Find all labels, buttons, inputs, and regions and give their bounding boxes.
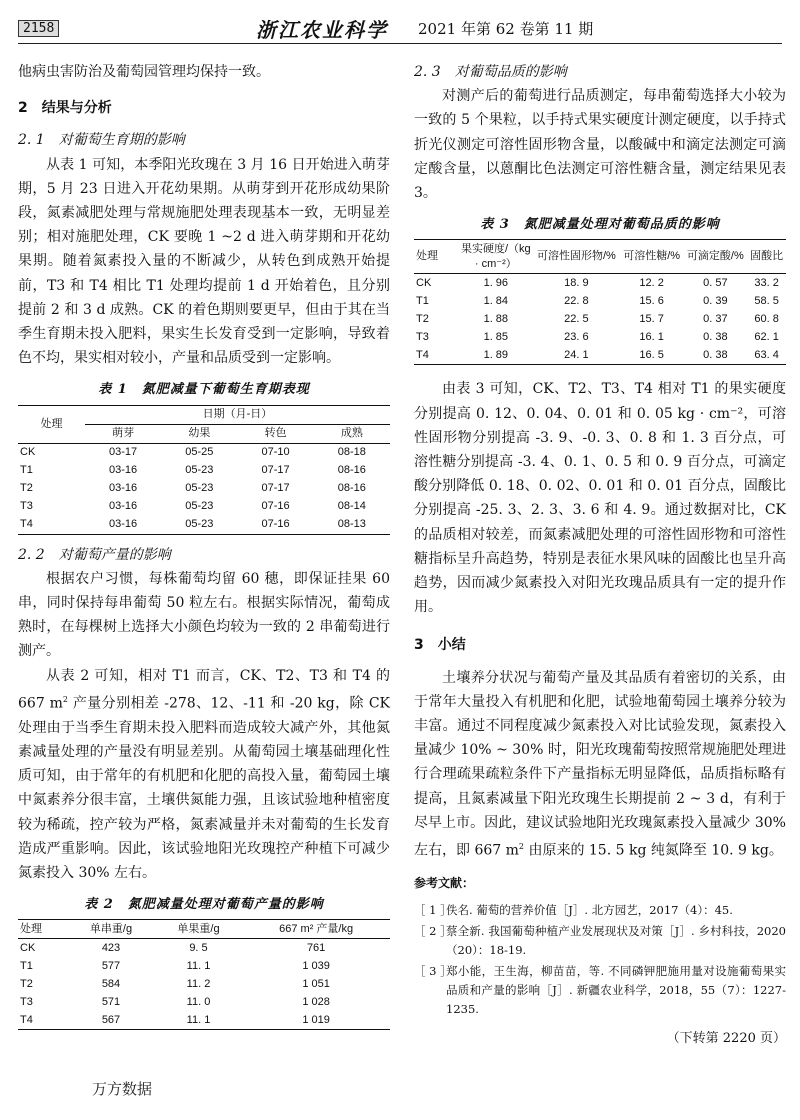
table-cell: 24. 1 bbox=[564, 348, 589, 361]
table-cell: T2 bbox=[20, 977, 33, 990]
table-cell: T2 bbox=[20, 482, 33, 495]
table-cell: 60. 8 bbox=[754, 312, 779, 325]
table-cell: 0. 38 bbox=[703, 348, 728, 361]
table-cell: 03-16 bbox=[109, 482, 138, 495]
section-3-title: 3 小结 bbox=[414, 637, 466, 654]
table-cell: 11. 1 bbox=[186, 959, 211, 972]
reference-item bbox=[414, 922, 786, 960]
table1-subhead: 萌芽 bbox=[85, 424, 161, 443]
table-cell: 761 bbox=[306, 941, 326, 954]
table-cell: 07-17 bbox=[261, 464, 290, 477]
section-2-1-title: 2. 1 对葡萄生育期的影响 bbox=[18, 132, 185, 149]
table-cell: 0. 39 bbox=[703, 294, 728, 307]
table-row bbox=[18, 1011, 390, 1030]
table3-head: 可溶性固形物/% bbox=[533, 240, 620, 274]
table-cell: T1 bbox=[20, 959, 33, 972]
table-cell: 1 028 bbox=[302, 995, 330, 1008]
table-cell: 08-14 bbox=[337, 500, 366, 513]
table-cell: 584 bbox=[101, 977, 121, 990]
superscript: 2 bbox=[62, 694, 68, 704]
section-2-2-title: 2. 2 对葡萄产量的影响 bbox=[18, 546, 171, 563]
table-cell: T4 bbox=[20, 518, 33, 531]
section-2-2-paragraph-1: 根据农户习惯，每株葡萄均留 60 穗，即保证挂果 60 串，同时保持每串葡萄 50 粒左右。根据实际情况，葡萄成熟时，在每棵树上选择大小颜色均较为一致的 2 串葡萄进行测产。 bbox=[18, 570, 390, 660]
table-cell: 05-23 bbox=[185, 482, 214, 495]
table-cell: 11. 2 bbox=[186, 977, 211, 990]
table-cell: 03-16 bbox=[109, 464, 138, 477]
table-cell: 33. 2 bbox=[754, 276, 779, 289]
table-cell: 05-23 bbox=[185, 464, 214, 477]
table1-subhead: 幼果 bbox=[161, 424, 237, 443]
table-cell: T2 bbox=[416, 312, 429, 325]
table-row bbox=[18, 516, 390, 535]
table-cell: 577 bbox=[101, 959, 121, 972]
table-cell: T3 bbox=[20, 995, 33, 1008]
section-2-3-title: 2. 3 对葡萄品质的影响 bbox=[414, 64, 567, 80]
table-cell: 03-17 bbox=[109, 446, 138, 459]
reference-item bbox=[414, 901, 786, 920]
intro-line: 他病虫害防治及葡萄园管理均保持一致。 bbox=[18, 64, 270, 80]
table2 bbox=[18, 919, 390, 1030]
table2-head: 单串重/g bbox=[67, 920, 155, 939]
section-2-title: 2 结果与分析 bbox=[18, 100, 112, 117]
table-cell: 0. 57 bbox=[703, 276, 728, 289]
table-row bbox=[414, 274, 786, 293]
table-cell: 05-23 bbox=[185, 500, 214, 513]
table-row bbox=[18, 462, 390, 480]
table-row bbox=[18, 993, 390, 1011]
table-cell: CK bbox=[20, 941, 36, 954]
table-cell: 11. 1 bbox=[186, 1013, 211, 1026]
table-cell: 12. 2 bbox=[639, 276, 664, 289]
table-cell: 16. 1 bbox=[639, 330, 664, 343]
table-cell: 08-18 bbox=[337, 446, 366, 459]
issue-info: 2021 年第 62 卷第 11 期 bbox=[418, 20, 594, 38]
table1-subhead: 转色 bbox=[237, 424, 313, 443]
table1-head-treat: 处理 bbox=[18, 405, 85, 443]
reference-text: 郑小能，王生海，柳苗苗，等. 不同磷钾肥施用量对设施葡萄果实品质和产量的影响［J］. 新疆农业科学，2018，55（7）：1227-1235. bbox=[446, 964, 786, 1017]
table-cell: 62. 1 bbox=[754, 330, 779, 343]
reference-text: 佚名. 葡萄的营养价值［J］. 北方园艺，2017（4）：45. bbox=[446, 903, 733, 918]
table-cell: 1 039 bbox=[302, 959, 330, 972]
table-cell: 1. 89 bbox=[483, 348, 509, 361]
table-cell: 15. 7 bbox=[639, 312, 664, 325]
table-cell: T1 bbox=[416, 294, 429, 307]
reference-item bbox=[414, 962, 786, 1019]
table-cell: 07-10 bbox=[261, 446, 290, 459]
reference-number: ［ 2 ］ bbox=[414, 924, 452, 939]
table-cell: 22. 5 bbox=[564, 312, 589, 325]
table-row bbox=[18, 498, 390, 516]
left-column bbox=[18, 60, 390, 1030]
table-cell: 1. 96 bbox=[483, 276, 509, 289]
table-cell: 0. 38 bbox=[703, 330, 728, 343]
table-cell: 58. 5 bbox=[754, 294, 779, 307]
references-title: 参考文献： bbox=[414, 875, 475, 890]
para-text: 产量分别相差 -278、12、-11 和 -20 kg，除 CK 处理由于当季生育期未投入肥料而造成较大减产外，其他氮素减量处理的产量没有明显差别。从葡萄园土壤基础理化性质可知，由于常年的有机肥和化肥的高投入量，葡萄园土壤中氮素养分很丰富，土壤供氮能力强，且该试验地种植密度较为稀疏，控产较为严格，氮素减量并未对葡萄的生长发育造成严重影响。因此，该试验地阳光玫瑰控产种植下可减少氮素投入 30% 左右。 bbox=[18, 695, 390, 881]
table-cell: 1. 88 bbox=[483, 312, 509, 325]
table-row bbox=[414, 346, 786, 365]
table3-head: 固酸比 bbox=[747, 240, 786, 274]
table-cell: T1 bbox=[20, 464, 33, 477]
table-cell: 05-23 bbox=[185, 518, 214, 531]
table-cell: 22. 8 bbox=[564, 294, 589, 307]
section-2-3-paragraph-2: 由表 3 可知，CK、T2、T3、T4 相对 T1 的果实硬度分别提高 0. 12、0. 04、0. 01 和 0. 05 kg · cm⁻²，可溶性固形物分别提高 -3. 9、-0. 3、0. 8 和 1. 3 百分点，可溶性糖分别提高 -3. 4、0. 1、0. 5 和 0. 9 百分点，可滴定酸分别降低 0. 18、0. 02、0. 01 和 0. 01 百分点，固酸比分别提高 -25. 3、2. 3、3. 6 和 4. 9。通过数据对比，CK 的品质相对较差，而氮素减肥处理的可溶性固形物和可溶性糖指标呈升高趋势，特别是表征水果风味的固酸比也呈升高趋势，因而减少氮素投入对阳光玫瑰品质具有一定的提升作用。 bbox=[414, 381, 786, 616]
table-cell: 1. 84 bbox=[483, 294, 509, 307]
table3-head: 处理 bbox=[414, 240, 459, 274]
continued-note: （下转第 2220 页） bbox=[666, 1031, 786, 1047]
section-2-2-paragraph-2 bbox=[18, 664, 390, 885]
table1-caption: 表 1 氮肥减量下葡萄生育期表现 bbox=[98, 382, 310, 398]
table-cell: 18. 9 bbox=[564, 276, 589, 289]
table-cell: 08-13 bbox=[337, 518, 366, 531]
table-cell: 07-16 bbox=[261, 518, 290, 531]
table-cell: 63. 4 bbox=[754, 348, 779, 361]
watermark: 万方数据 bbox=[88, 1078, 156, 1099]
table3-head: 可溶性糖/% bbox=[620, 240, 684, 274]
table-cell: 08-16 bbox=[337, 482, 366, 495]
para-text: 土壤养分状况与葡萄产量及其品质有着密切的关系，由于常年大量投入有机肥和化肥，试验地葡萄园土壤养分较为丰富。通过不同程度减少氮素投入对比试验发现，氮素投入量减少 10% ~ 30% 时，阳光玫瑰葡萄按照常规施肥处理进行合理疏果疏粒条件下产量指标无明显降低，品质指标略有提高，且氮素减量下阳光玫瑰生长期提前 2 ~ 3 d，有利于尽早上市。因此，建议试验地阳光玫瑰氮素投入量减少 30% 左右，即 667 m bbox=[414, 669, 786, 859]
section-3-paragraph bbox=[414, 666, 786, 863]
table-cell: CK bbox=[20, 446, 36, 459]
table1-head-date: 日期（月-日） bbox=[85, 405, 390, 424]
table-cell: T3 bbox=[416, 330, 429, 343]
reference-number: ［ 1 ］ bbox=[414, 903, 452, 918]
section-2-1-paragraph: 从表 1 可知，本季阳光玫瑰在 3 月 16 日开始进入萌芽期，5 月 23 日进入开花幼果期。从萌芽到开花形成幼果阶段，氮素减肥处理与常规施肥处理表现基本一致，无明显差别；相对施肥处理，CK 要晚 1 ~2 d 进入萌芽期和开花幼果期。随着氮素投入量的不断减少，从转色到成熟开始提前，T3 和 T4 相比 T1 处理均提前 1 d 开始着色，且分别提前 2 和 3 d 成熟。CK 的着色期则要更早，但由于其在当季生育期未投入肥料，果实生长发育受到一定影响，导致着色不均，果实相对较小，产量和品质受到一定影响。 bbox=[18, 156, 390, 367]
table-row bbox=[414, 292, 786, 310]
section-2-3-paragraph: 对测产后的葡萄进行品质测定，每串葡萄选择大小较为一致的 5 个果粒，以手持式果实硬度计测定硬度，以手持式折光仪测定可溶性固形物含量，以酸碱中和滴定法测定可滴定酸含量，以蒽酮比色法测定可溶性糖含量，测定结果见表 3。 bbox=[414, 88, 786, 202]
table3-head: 果实硬度/（kg · cm⁻²） bbox=[459, 240, 533, 274]
table-cell: 15. 6 bbox=[639, 294, 664, 307]
table2-head: 单果重/g bbox=[155, 920, 243, 939]
table-cell: 03-16 bbox=[109, 518, 138, 531]
table2-head: 处理 bbox=[18, 920, 67, 939]
table-row bbox=[18, 443, 390, 462]
table-cell: 9. 5 bbox=[189, 941, 208, 954]
table1-subhead: 成熟 bbox=[314, 424, 390, 443]
table1 bbox=[18, 405, 390, 535]
table-cell: 567 bbox=[101, 1013, 121, 1026]
table-cell: T3 bbox=[20, 500, 33, 513]
table-row bbox=[18, 939, 390, 958]
table-row bbox=[414, 328, 786, 346]
table-cell: 1. 85 bbox=[483, 330, 509, 343]
table3-head: 可滴定酸/% bbox=[684, 240, 748, 274]
reference-number: ［ 3 ］ bbox=[414, 964, 452, 979]
table-cell: 0. 37 bbox=[703, 312, 728, 325]
table-cell: 571 bbox=[101, 995, 121, 1008]
table3 bbox=[414, 239, 786, 365]
table-row bbox=[18, 975, 390, 993]
para-text: 由原来的 15. 5 kg 纯氮降至 10. 9 kg。 bbox=[524, 842, 783, 859]
table-cell: 03-16 bbox=[109, 500, 138, 513]
table-cell: 1 019 bbox=[302, 1013, 330, 1026]
table-cell: CK bbox=[416, 276, 432, 289]
right-column bbox=[414, 60, 786, 1051]
table-cell: T4 bbox=[20, 1013, 33, 1026]
journal-title: 浙江农业科学 bbox=[256, 18, 388, 42]
table-cell: 08-16 bbox=[337, 464, 366, 477]
table-cell: T4 bbox=[416, 348, 429, 361]
superscript: 2 bbox=[518, 842, 524, 852]
table-cell: 1 051 bbox=[302, 977, 330, 990]
page-number: 2158 bbox=[18, 20, 59, 37]
table-cell: 423 bbox=[101, 941, 121, 954]
para-text: 从表 2 可知，相对 T1 而言，CK、T2、T3 和 T4 的 667 m bbox=[18, 667, 390, 712]
table-cell: 05-25 bbox=[185, 446, 214, 459]
reference-text: 蔡全新. 我国葡萄种植产业发展现状及对策［J］. 乡村科技，2020（20）：18-19. bbox=[446, 924, 786, 958]
table-cell: 07-16 bbox=[261, 500, 290, 513]
table-cell: 23. 6 bbox=[564, 330, 589, 343]
table-row bbox=[18, 480, 390, 498]
table-cell: 07-17 bbox=[261, 482, 290, 495]
table2-head: 667 m² 产量/kg bbox=[242, 920, 390, 939]
table3-caption: 表 3 氮肥减量处理对葡萄品质的影响 bbox=[480, 217, 720, 233]
table-row bbox=[18, 957, 390, 975]
table-cell: 16. 5 bbox=[639, 348, 664, 361]
table-cell: 11. 0 bbox=[186, 995, 211, 1008]
table2-caption: 表 2 氮肥减量处理对葡萄产量的影响 bbox=[84, 897, 324, 913]
table-row bbox=[414, 310, 786, 328]
page-header bbox=[18, 14, 782, 44]
